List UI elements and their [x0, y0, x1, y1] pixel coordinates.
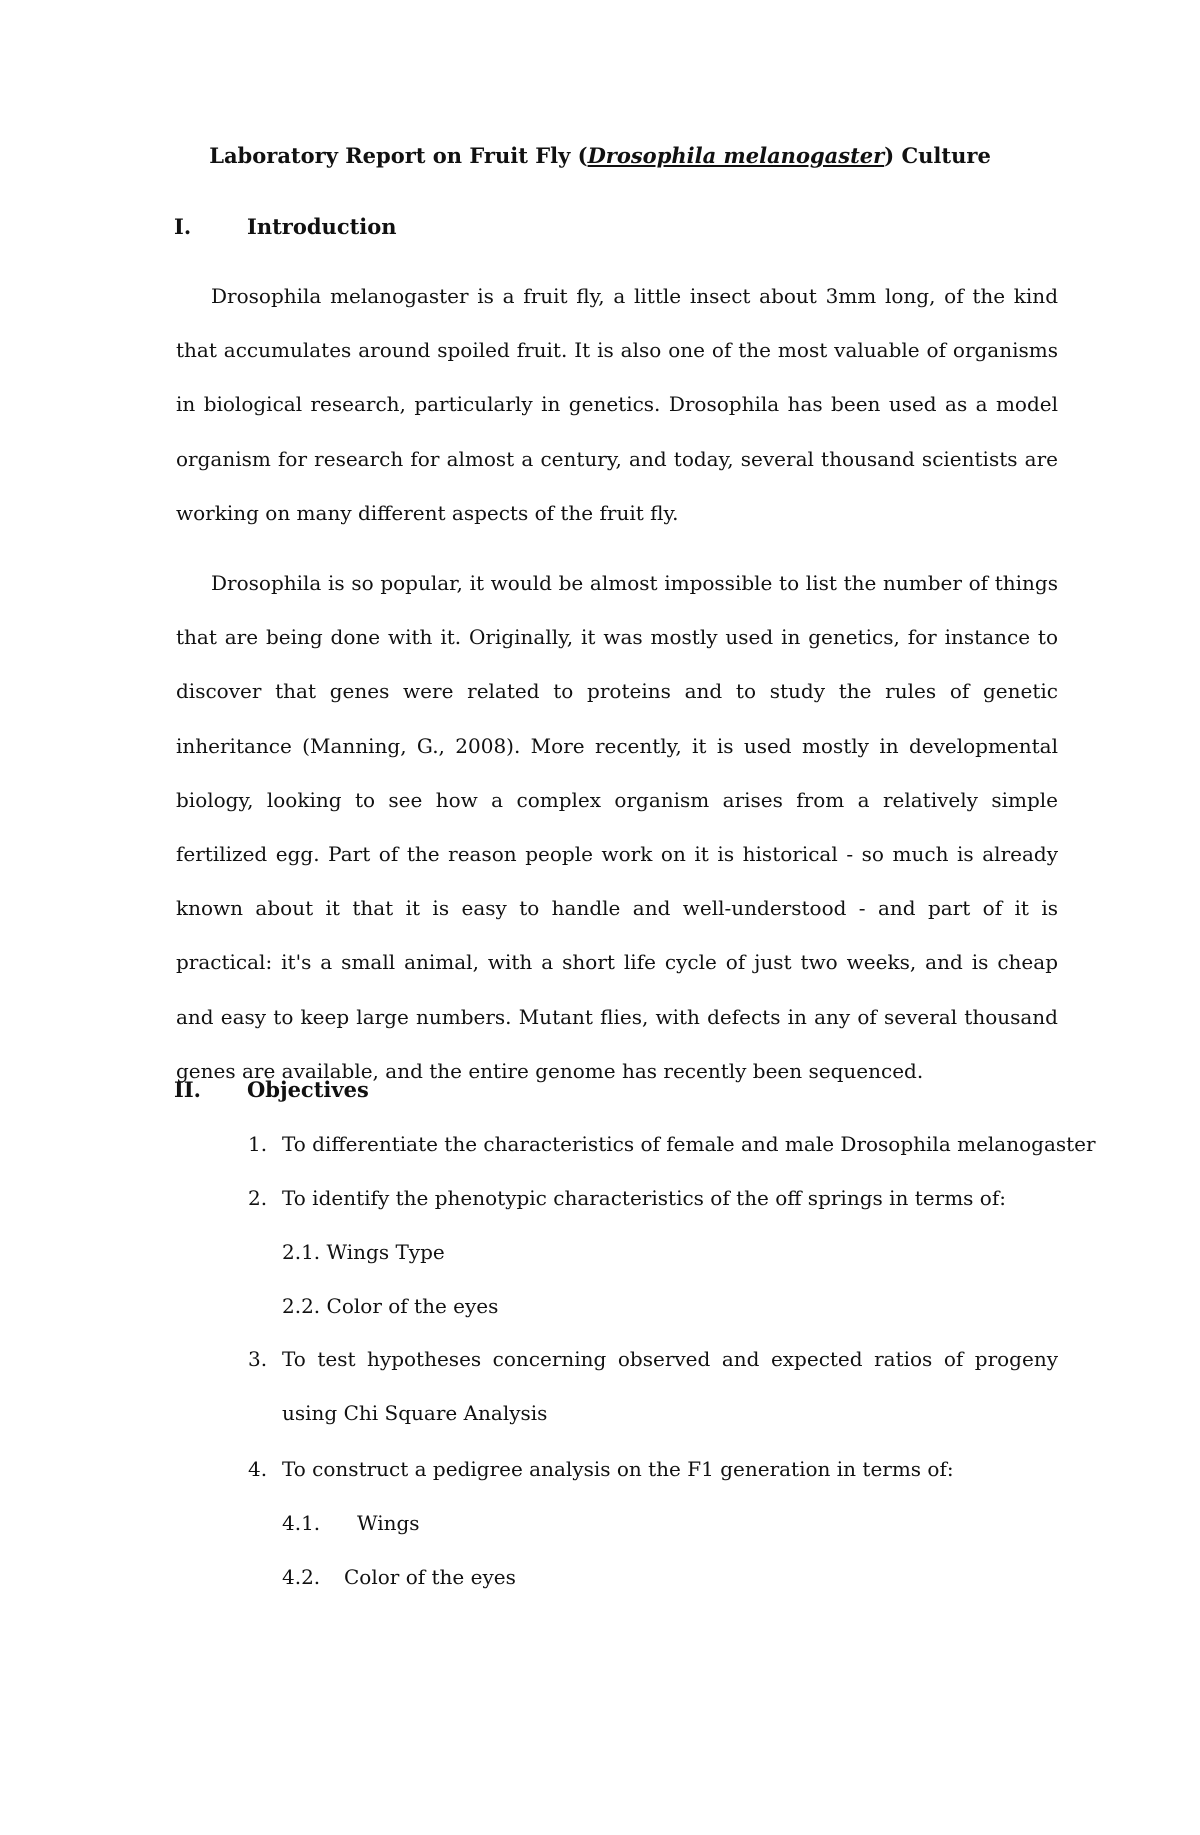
title-suffix: ) Culture	[884, 143, 991, 168]
subitem-text: Color of the eyes	[326, 1294, 499, 1318]
item-text: To construct a pedigree analysis on the F1 generation in terms of:	[282, 1457, 954, 1481]
subitem-number: 4.1.	[282, 1511, 321, 1535]
item-text: To differentiate the characteristics of female and male Drosophila melanogaster	[282, 1132, 1096, 1156]
item-number: 1.	[248, 1132, 268, 1156]
intro-paragraph-2: Drosophila is so popular, it would be almost impossible to list the number of things that are being done with it. Originally, it was mostly used in genetics, for instance to discover that genes were related to proteins and to study the rules of genetic inheritance (Manning, G., 2008). More recently, it is used mostly in developmental biology, looking to see how a complex organism arises from a relatively simple fertilized egg. Part of the reason people work on it is historical - so much is already known about it that it is easy to handle and well-understood - and part of it is practical: it's a small animal, with a short life cycle of just two weeks, and is cheap and easy to keep large numbers. Mutant flies, with defects in any of several thousand genes are available, and the entire genome has recently been sequenced.	[176, 571, 1058, 1083]
intro-paragraph-1: Drosophila melanogaster is a fruit fly, a little insect about 3mm long, of the kind that accumulates around spoiled fruit. It is also one of the most valuable of organisms in biological research, particularly in genetics. Drosophila has been used as a model organism for research for almost a century, and today, several thousand scientists are working on many different aspects of the fruit fly.	[176, 284, 1058, 525]
subitem-text: Wings	[357, 1511, 420, 1535]
section-number: I.	[174, 214, 192, 239]
objective-subitem	[282, 1563, 516, 1591]
subitem-number: 4.2.	[282, 1565, 321, 1589]
subitem-text: Color of the eyes	[344, 1565, 516, 1589]
objective-item	[248, 1130, 1096, 1158]
title-scientific-name: Drosophila melanogaster	[587, 143, 885, 168]
section-title: Objectives	[247, 1077, 369, 1102]
section-title: Introduction	[247, 214, 397, 239]
section-heading-introduction	[174, 213, 397, 241]
document-title	[150, 142, 1050, 170]
objective-subitem	[282, 1292, 498, 1320]
subitem-text: Wings Type	[326, 1240, 445, 1264]
objective-subitem	[282, 1509, 420, 1537]
objective-item	[248, 1184, 1006, 1212]
objective-item	[248, 1332, 1058, 1440]
objective-subitem	[282, 1238, 445, 1266]
section-number: II.	[174, 1077, 201, 1102]
title-prefix: Laboratory Report on Fruit Fly (	[209, 143, 588, 168]
item-text: To test hypotheses concerning observed and expected ratios of progeny using Chi Square Analysis	[282, 1347, 1058, 1426]
item-number: 3.	[248, 1347, 268, 1371]
item-text: To identify the phenotypic characteristics of the off springs in terms of:	[282, 1186, 1006, 1210]
item-number: 4.	[248, 1457, 268, 1481]
item-number: 2.	[248, 1186, 268, 1210]
subitem-number: 2.1.	[282, 1240, 321, 1264]
subitem-number: 2.2.	[282, 1294, 321, 1318]
objective-item	[248, 1455, 954, 1483]
section-heading-objectives	[174, 1076, 369, 1104]
